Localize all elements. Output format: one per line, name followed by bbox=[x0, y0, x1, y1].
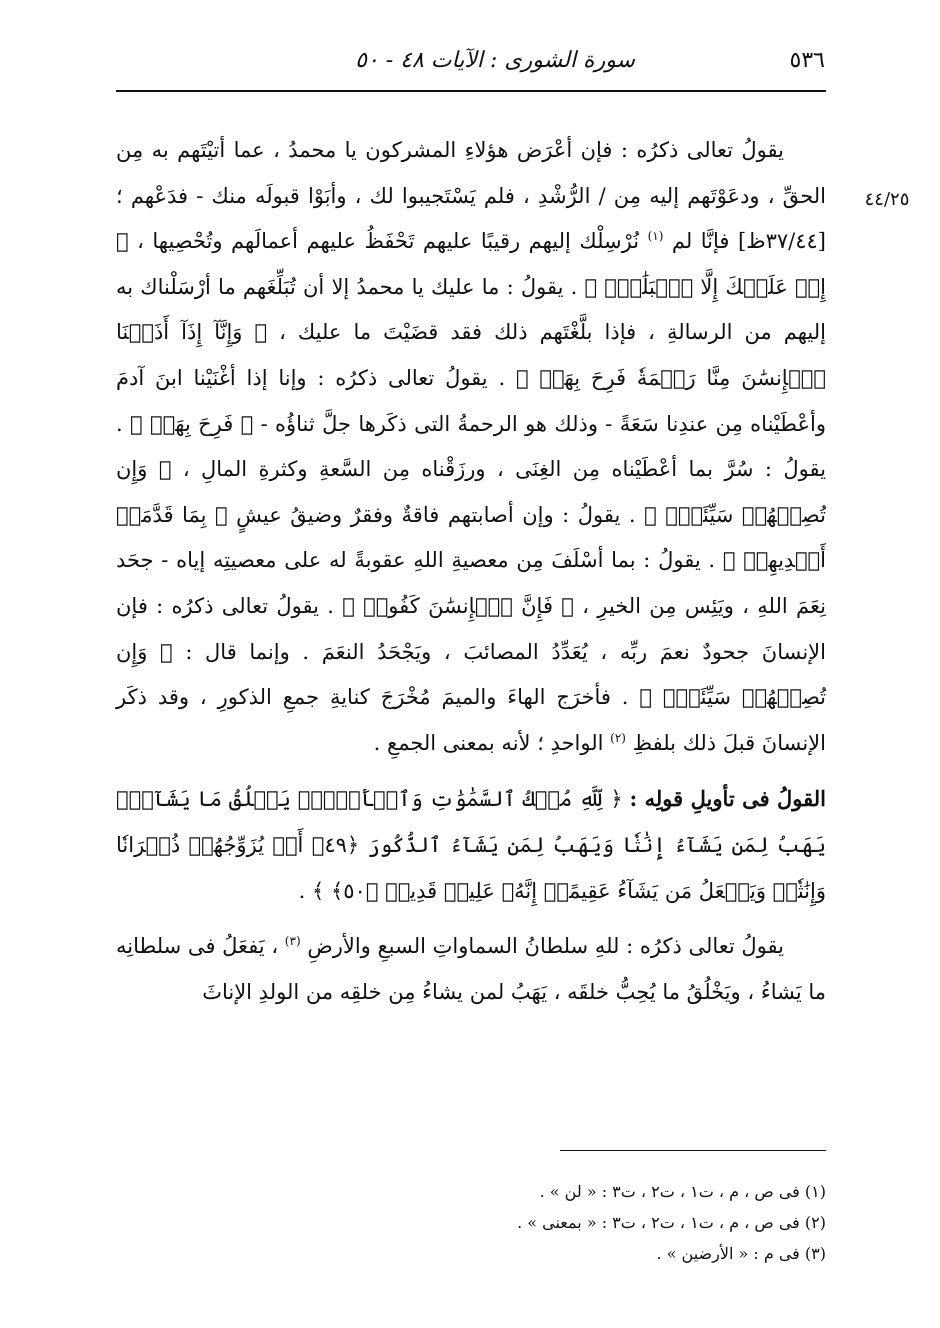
margin-reference: ٤٤/٢٥ bbox=[864, 189, 910, 210]
footnotes bbox=[116, 1176, 826, 1269]
footnote-ref-2: (٢) bbox=[610, 730, 626, 745]
footnote-2: (٢) فى ص ، م ، ت١ ، ت٢ ، ت٣ : « بمعنى » . bbox=[517, 1213, 826, 1232]
quran-verse: ﴿ لِّلَّهِ مُلۡكُ ٱلسَّمَٰوَٰتِ وَٱلۡأَرۡضِۚ يَخۡلُقُ مَا يَشَآءُۚ يَهَبُ لِمَن يَشَآءُ إِنَٰثٗا وَيَهَبُ لِمَن يَشَآءُ ٱلذُّكُورَ ﴿٤٩﴾ أَوۡ يُزَوِّجُهُمۡ ذُكۡرَانٗا وَإِنَٰثٗاۖ وَيَجۡعَلُ مَن يَشَآءُ عَقِيمًاۚ إِنَّهُۥ عَلِيمٞ قَدِيرٞ ﴿٥٠﴾ ﴾ . bbox=[116, 787, 827, 903]
footnote-ref-1: (١) bbox=[647, 229, 664, 244]
paragraph-verse bbox=[116, 776, 826, 914]
footnote-1: (١) فى ص ، م ، ت١ ، ت٢ ، ت٣ : « لن » . bbox=[539, 1182, 826, 1201]
paragraph-2-text-b: ، يَفعَلُ فى سلطانِه ما يَشاءُ ، ويَخْلُقُ ما يُحِبُّ خلقَه ، يَهَبُ لمن يشاءُ مِن خلقِه من الولدِ الإناثَ bbox=[115, 934, 826, 1004]
page-number: ٥٣٦ bbox=[789, 48, 825, 73]
section-heading: القولُ فى تأويلِ قولِه : bbox=[629, 786, 826, 812]
page-header bbox=[115, 46, 825, 80]
paragraph-1 bbox=[116, 128, 826, 766]
running-title: سورة الشورى : الآيات ٤٨ - ٥٠ bbox=[355, 48, 635, 73]
header-rule bbox=[116, 90, 826, 92]
paragraph-2-text-a: يقولُ تعالى ذكرُه : للهِ سلطانُ السماواتِ السبعِ والأرضِ bbox=[307, 934, 784, 959]
paragraph-1-text-c: الواحدِ ؛ لأنه بمعنى الجمعِ . bbox=[373, 730, 604, 755]
footnote-3: (٣) فى م : « الأرضين » . bbox=[656, 1244, 826, 1263]
footnote-ref-3: (٣) bbox=[284, 934, 301, 949]
main-text bbox=[116, 128, 826, 1015]
paragraph-1-text-a: يقولُ تعالى ذكرُه : فإن أعْرَض هؤلاءِ المشركون يا محمدُ ، عما أتيْتَهم به مِن الحقِّ ، ودعَوْتَهم إليه مِن / الرُّشْدِ ، فلم يَسْتَجيبوا لك ، وأبَوْا قبولَه منك - فدَعْهم ؛ [٣٧/٤٤ظ] فإنَّا لم bbox=[116, 138, 826, 254]
footnote-rule bbox=[560, 1150, 826, 1151]
paragraph-1-text-b: نُرْسِلْك إليهم رقيبًا عليهم تَحْفَظُ عليهم أعمالَهم وتُحْصِيها ، ﴿ إِنۡ عَلَيۡكَ إِلَّا ٱلۡبَلَٰغُۗ ﴾ . يقولُ : ما عليك يا محمدُ إلا أن تُبَلِّغَهم ما أرْسَلْناك به إليهم من الرسالةِ ، فإذا بلَّغْتَهم ذلك فقد قضَيْتَ ما عليك ، ﴿ وَإِنَّآ إِذَآ أَذَقۡنَا ٱلۡإِنسَٰنَ مِنَّا رَحۡمَةٗ فَرِحَ بِهَاۖ ﴾ . يقولُ تعالى ذكرُه : وإنا إذا أغْنَيْنا ابنَ آدمَ وأعْطَيْناه مِن عندِنا سَعَةً - وذلك هو الرحمةُ التى ذكَرها جلَّ ثناؤُه - ﴿ فَرِحَ بِهَاۖ ﴾ . يقولُ : سُرَّ بما أعْطَيْناه مِن الغِنَى ، ورزَقْناه مِن السَّعةِ وكثرةِ المالِ ، ﴿ وَإِن تُصِبۡهُمۡ سَيِّئَةُۢ ﴾ . يقولُ : وإن أصابتهم فاقةٌ وفقرٌ وضيقُ عيشٍ ﴿ بِمَا قَدَّمَتۡ أَيۡدِيهِمۡ ﴾ . يقولُ : بما أسْلَفَ مِن معصيةِ اللهِ عقوبةً له على معصيتِه إياه - جحَد نِعَمَ اللهِ ، ويَئِس مِن الخيرِ ، ﴿ فَإِنَّ ٱلۡإِنسَٰنَ كَفُورٞ ﴾ . يقولُ تعالى ذكرُه : فإن الإنسانَ جحودٌ نعمَ ربِّه ، يُعَدِّدُ المصائبَ ، ويَجْحَدُ النعَمَ . وإنما قال : ﴿ وَإِن تُصِبۡهُمۡ سَيِّئَةُۢ ﴾ . فأخرَج الهاءَ والميمَ مُخْرَجَ كنايةِ جمعِ الذكورِ ، وقد ذكَر الإنسانَ قبلَ ذلك بلفظِ bbox=[116, 229, 826, 755]
paragraph-2 bbox=[116, 924, 826, 1015]
